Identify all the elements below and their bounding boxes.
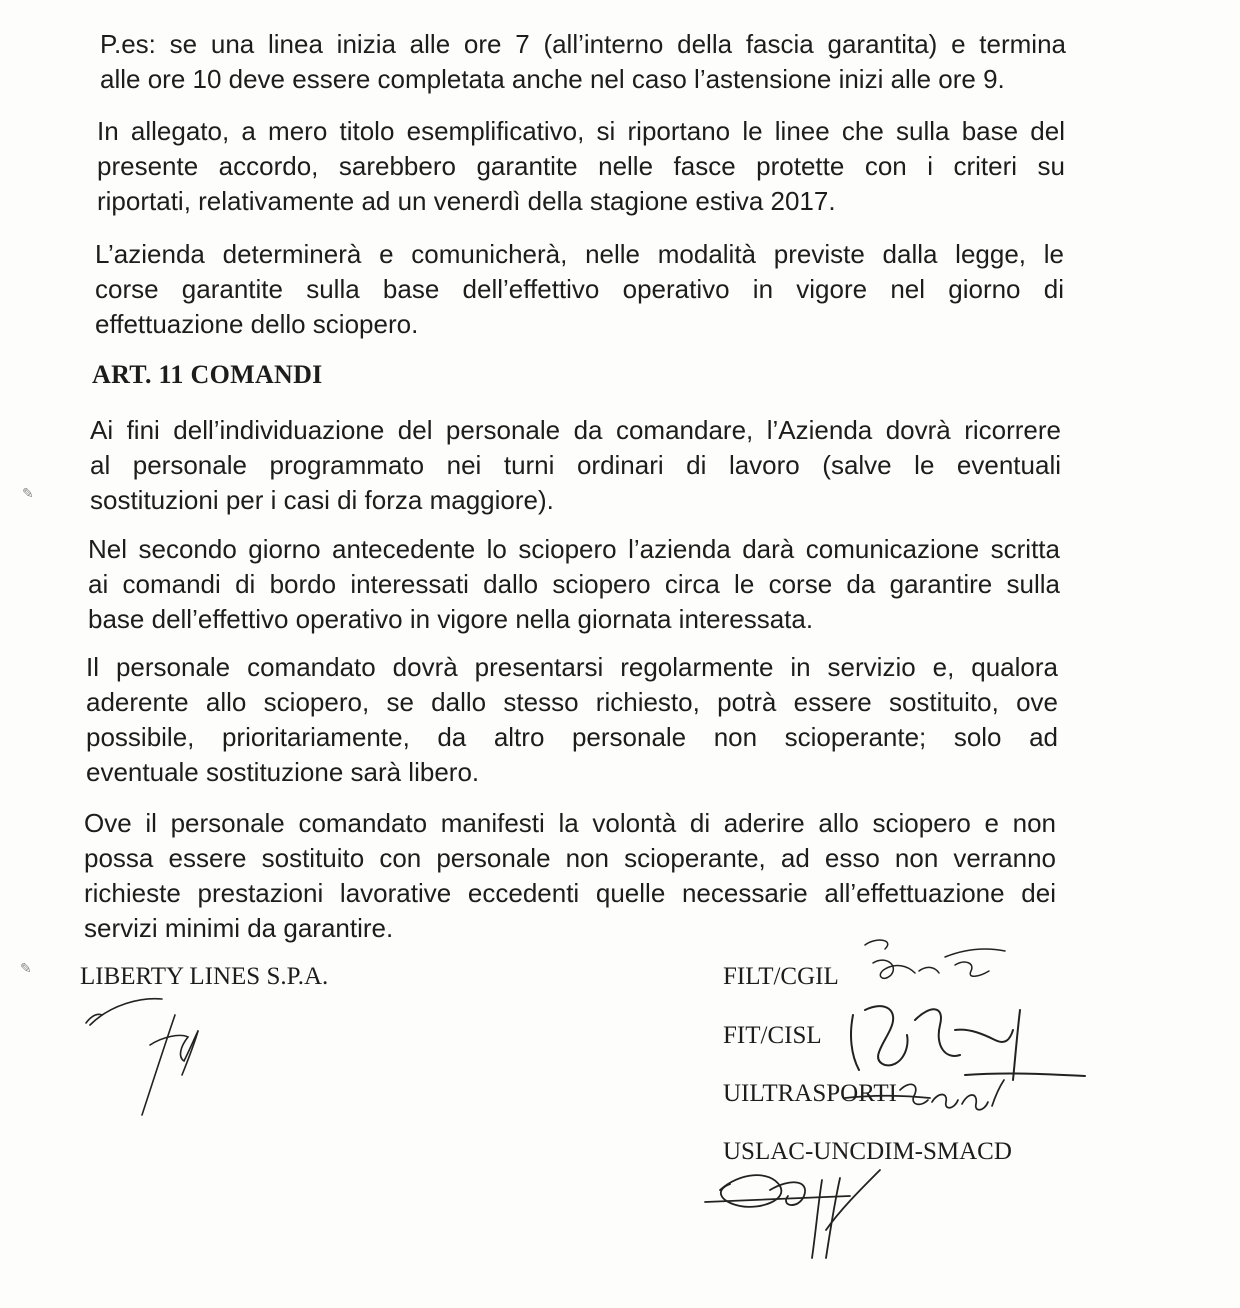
paragraph-written-notice: [88, 532, 1060, 637]
paragraph-minimum-services: [84, 806, 1056, 946]
union-uiltrasporti-label: UILTRASPORTI: [723, 1080, 897, 1107]
scan-mark-icon: ✎: [22, 485, 34, 501]
text-line: In allegato, a mero titolo esemplificativo, si riportano le linee che sulla base del: [97, 116, 1065, 146]
text-line: ai comandi di bordo interessati dallo sciopero circa le corse da garantire sulla: [88, 569, 1060, 599]
company-signature: [80, 985, 220, 1120]
union-fit-cisl-label: FIT/CISL: [723, 1022, 822, 1049]
paragraph-personnel-selection: [90, 413, 1061, 518]
text-line: riportati, relativamente ad un venerdì della stagione estiva 2017.: [97, 186, 836, 216]
text-line: Il personale comandato dovrà presentarsi regolarmente in servizio e, qualora: [86, 652, 1058, 682]
text-line: effettuazione dello sciopero.: [95, 309, 419, 339]
filt-cgil-signature: [855, 935, 1015, 995]
text-line: possibile, prioritariamente, da altro personale non scioperante; solo ad: [86, 722, 1058, 752]
article-heading: ART. 11 COMANDI: [92, 360, 323, 389]
text-line: corse garantite sulla base dell’effettivo operativo in vigore nel giorno di: [95, 274, 1064, 304]
text-line: L’azienda determinerà e comunicherà, nelle modalità previste dalla legge, le: [95, 239, 1064, 269]
paragraph-company-determination: [95, 237, 1064, 342]
uslac-signature: [700, 1160, 900, 1265]
paragraph-replacement: [86, 650, 1058, 790]
text-line: possa essere sostituito con personale non scioperante, ad esso non verranno: [84, 843, 1056, 873]
union-filt-cgil-label: FILT/CGIL: [723, 963, 839, 990]
text-line: eventuale sostituzione sarà libero.: [86, 757, 480, 787]
text-line: base dell’effettivo operativo in vigore nella giornata interessata.: [88, 604, 814, 634]
text-line: al personale programmato nei turni ordinari di lavoro (salve le eventuali: [90, 450, 1061, 480]
union-uslac-label: USLAC-UNCDIM-SMACD: [723, 1138, 1012, 1165]
text-line: presente accordo, sarebbero garantite nelle fasce protette con i criteri su: [97, 151, 1065, 181]
text-line: richieste prestazioni lavorative eccedenti quelle necessarie all’effettuazione dei: [84, 878, 1056, 908]
text-line: Ai fini dell’individuazione del personale da comandare, l’Azienda dovrà ricorrere: [90, 415, 1061, 445]
text-line: Nel secondo giorno antecedente lo sciopero l’azienda darà comunicazione scritta: [88, 534, 1060, 564]
company-signatory-label: LIBERTY LINES S.P.A.: [80, 963, 329, 990]
uiltrasporti-signature: [840, 1070, 1010, 1125]
text-line: alle ore 10 deve essere completata anche nel caso l’astensione inizi alle ore 9.: [100, 64, 1005, 94]
text-line: servizi minimi da garantire.: [84, 913, 394, 943]
paragraph-example: [100, 27, 1066, 97]
paragraph-attachment: [97, 114, 1065, 219]
text-line: sostituzioni per i casi di forza maggiore).: [90, 485, 554, 515]
text-line: Ove il personale comandato manifesti la volontà di aderire allo sciopero e non: [84, 808, 1056, 838]
scan-mark-icon: ✎: [20, 960, 32, 976]
text-line: aderente allo sciopero, se dallo stesso richiesto, potrà essere sostituito, ove: [86, 687, 1058, 717]
text-line: P.es: se una linea inizia alle ore 7 (all’interno della fascia garantita) e termina: [100, 29, 1066, 59]
